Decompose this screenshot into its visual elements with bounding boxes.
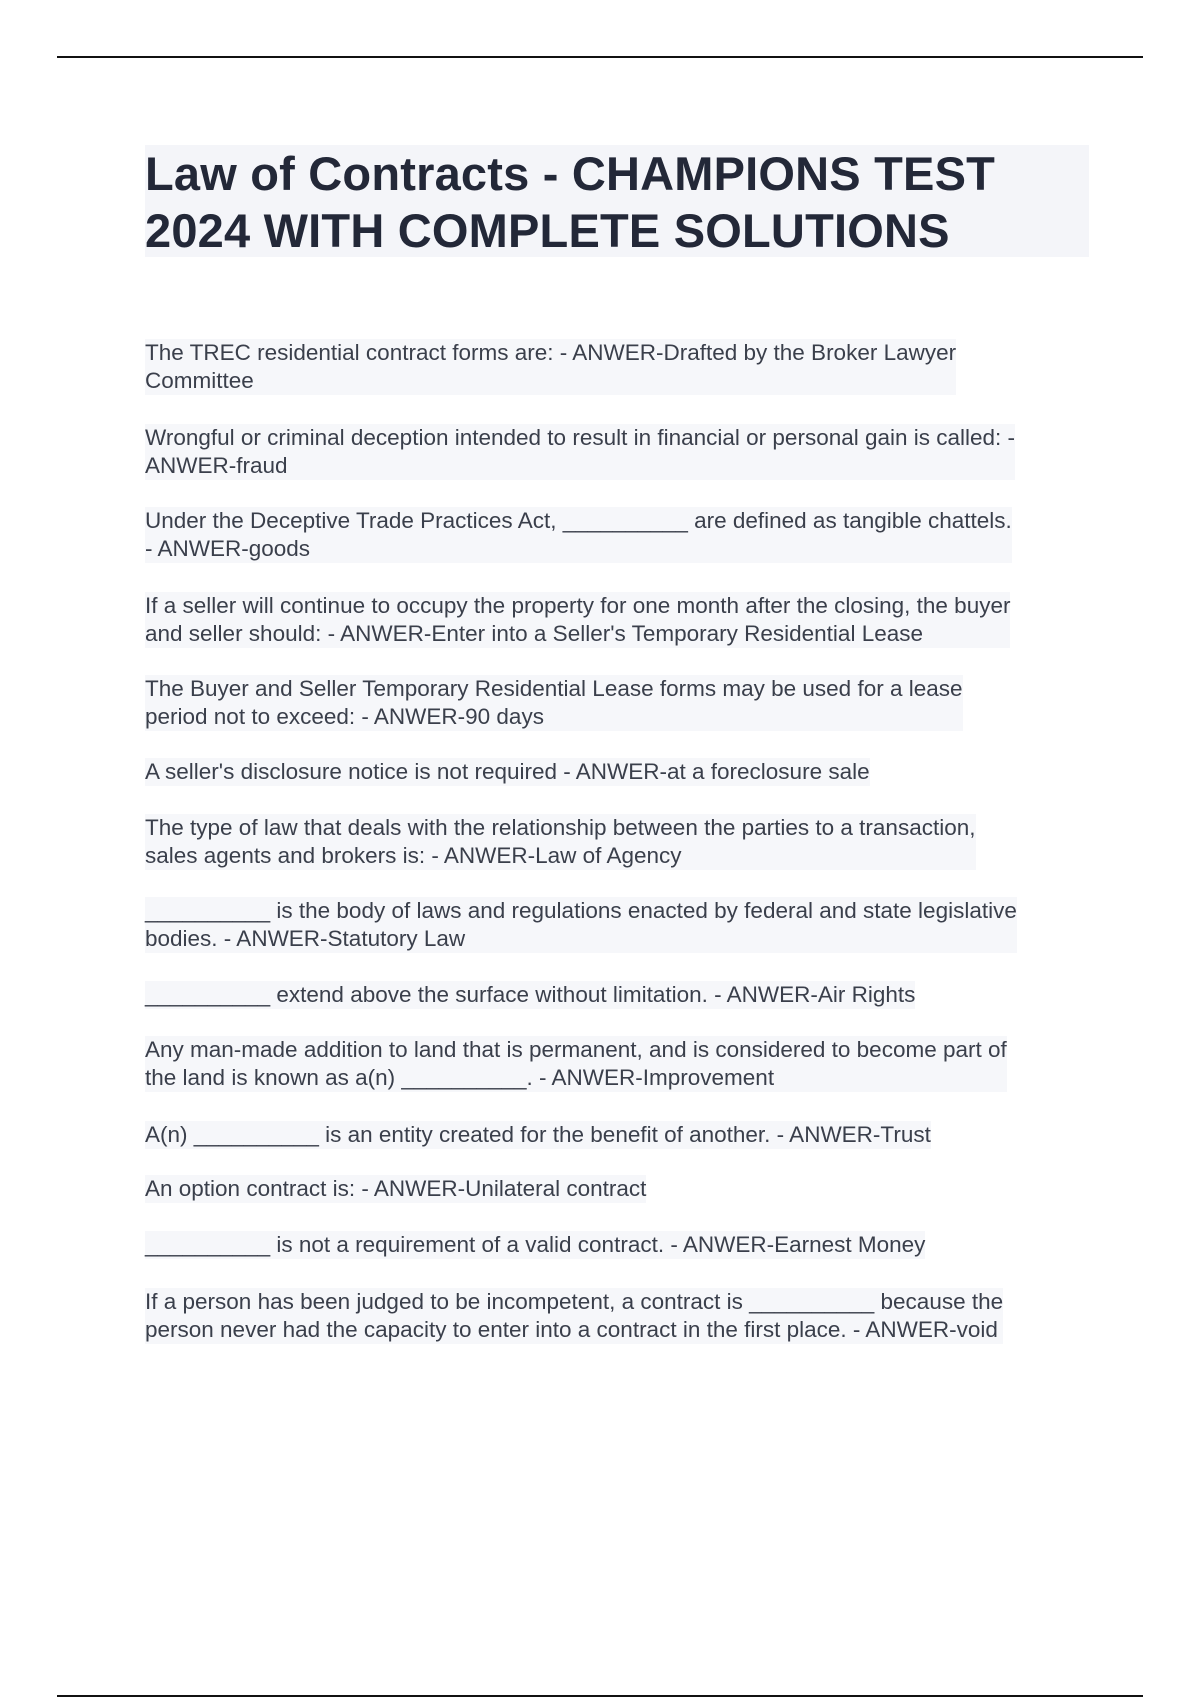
item-text-line: __________ extend above the surface without limitation. - ANWER-Air Rights xyxy=(145,982,916,1007)
item-text-line: __________ is not a requirement of a valid contract. - ANWER-Earnest Money xyxy=(145,1232,926,1257)
item-text-line: bodies. - ANWER-Statutory Law xyxy=(145,926,466,951)
item-text-line: The Buyer and Seller Temporary Residential Lease forms may be used for a lease xyxy=(145,676,963,701)
document-title-line: Law of Contracts - CHAMPIONS TEST xyxy=(145,147,996,200)
item-text-line: If a person has been judged to be incompetent, a contract is __________ because the xyxy=(145,1289,1004,1314)
question-answer-item xyxy=(145,507,1012,563)
item-text-line: Any man-made addition to land that is permanent, and is considered to become part of xyxy=(145,1037,1007,1062)
item-text-line: An option contract is: - ANWER-Unilateral contract xyxy=(145,1176,647,1201)
item-text-line: and seller should: - ANWER-Enter into a Seller's Temporary Residential Lease xyxy=(145,621,923,646)
item-text-line: the land is known as a(n) __________. - ANWER-Improvement xyxy=(145,1065,775,1090)
item-text-line: Under the Deceptive Trade Practices Act, __________ are defined as tangible chattels. xyxy=(145,508,1012,533)
item-text-line: Wrongful or criminal deception intended to result in financial or personal gain is called: - xyxy=(145,425,1016,450)
question-answer-item xyxy=(145,758,870,786)
question-answer-item xyxy=(145,897,1017,953)
question-answer-item xyxy=(145,1175,646,1203)
item-text-line: A seller's disclosure notice is not required - ANWER-at a foreclosure sale xyxy=(145,759,870,784)
question-answer-item xyxy=(145,1121,931,1149)
question-answer-item xyxy=(145,1288,1003,1344)
item-text-line: Committee xyxy=(145,368,254,393)
item-text-line: - ANWER-goods xyxy=(145,536,311,561)
document-title xyxy=(145,145,1089,257)
header-rule xyxy=(57,56,1143,58)
question-answer-item xyxy=(145,1231,925,1259)
item-text-line: person never had the capacity to enter into a contract in the first place. - ANWER-void xyxy=(145,1317,998,1342)
footer-rule xyxy=(57,1695,1143,1697)
item-text-line: sales agents and brokers is: - ANWER-Law of Agency xyxy=(145,843,682,868)
question-answer-item xyxy=(145,981,915,1009)
question-answer-item xyxy=(145,339,956,395)
item-text-line: period not to exceed: - ANWER-90 days xyxy=(145,704,544,729)
item-text-line: __________ is the body of laws and regulations enacted by federal and state legislative xyxy=(145,898,1017,923)
question-answer-item xyxy=(145,424,1015,480)
question-answer-item xyxy=(145,592,1010,648)
item-text-line: The TREC residential contract forms are: - ANWER-Drafted by the Broker Lawyer xyxy=(145,340,957,365)
question-answer-item xyxy=(145,814,976,870)
item-text-line: A(n) __________ is an entity created for the benefit of another. - ANWER-Trust xyxy=(145,1122,931,1147)
item-text-line: The type of law that deals with the relationship between the parties to a transaction, xyxy=(145,815,976,840)
item-text-line: If a seller will continue to occupy the property for one month after the closing, the buyer xyxy=(145,593,1011,618)
item-text-line: ANWER-fraud xyxy=(145,453,288,478)
document-title-line: 2024 WITH COMPLETE SOLUTIONS xyxy=(145,204,950,257)
question-answer-item xyxy=(145,1036,1007,1092)
question-answer-item xyxy=(145,675,963,731)
